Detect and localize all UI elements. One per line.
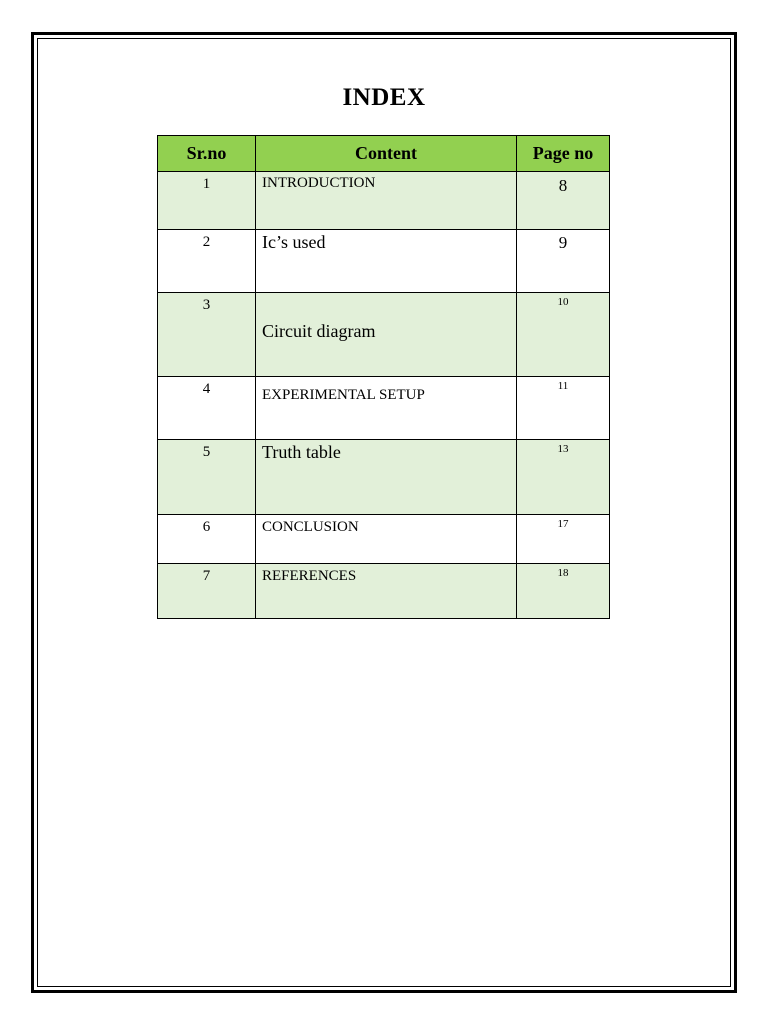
row-sr-no: 7 — [158, 564, 256, 619]
row-sr-no: 5 — [158, 440, 256, 515]
page-title: INDEX — [342, 84, 426, 111]
row-page-no: 9 — [517, 230, 610, 293]
table-row — [158, 515, 610, 564]
row-sr-no: 2 — [158, 230, 256, 293]
row-sr-no: 4 — [158, 377, 256, 440]
row-sr-no: 1 — [158, 172, 256, 230]
row-page-no: 13 — [517, 440, 610, 515]
row-page-no: 8 — [517, 172, 610, 230]
row-content: Ic’s used — [256, 230, 517, 293]
table-row — [158, 440, 610, 515]
table-header-row — [158, 136, 610, 172]
table-row — [158, 293, 610, 377]
row-content: EXPERIMENTAL SETUP — [256, 377, 517, 440]
row-sr-no: 3 — [158, 293, 256, 377]
row-sr-no: 6 — [158, 515, 256, 564]
table-row — [158, 230, 610, 293]
header-sr-no: Sr.no — [158, 136, 256, 172]
index-table — [157, 135, 610, 619]
row-page-no: 17 — [517, 515, 610, 564]
row-page-no: 10 — [517, 293, 610, 377]
row-content: INTRODUCTION — [256, 172, 517, 230]
row-content: REFERENCES — [256, 564, 517, 619]
table-row — [158, 377, 610, 440]
row-content: Circuit diagram — [256, 293, 517, 377]
row-content: Truth table — [256, 440, 517, 515]
table-row — [158, 564, 610, 619]
row-page-no: 18 — [517, 564, 610, 619]
header-page-no: Page no — [517, 136, 610, 172]
row-content: CONCLUSION — [256, 515, 517, 564]
row-page-no: 11 — [517, 377, 610, 440]
header-content: Content — [256, 136, 517, 172]
table-row — [158, 172, 610, 230]
